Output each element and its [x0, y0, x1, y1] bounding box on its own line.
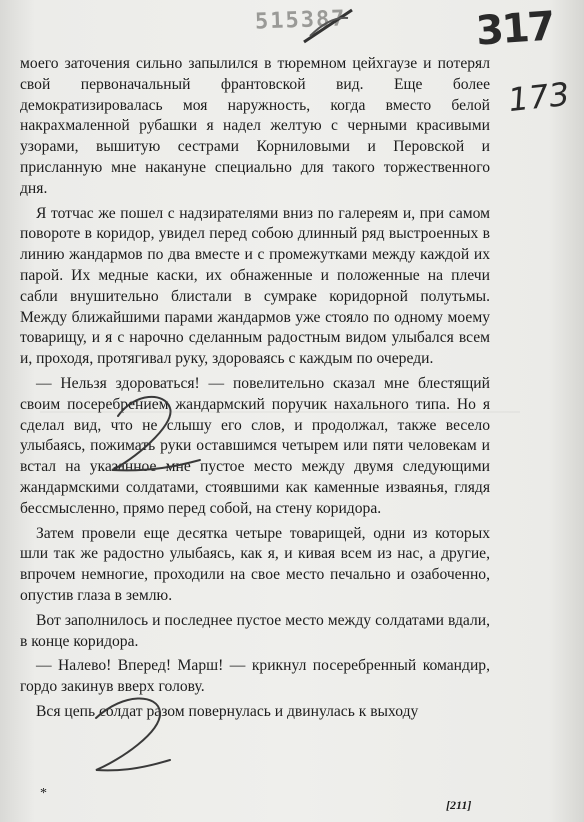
paragraph: — Налево! Вперед! Марш! — крикнул посеребренный командир, гордо закинув вверх голову.: [20, 657, 490, 696]
paragraph: Затем провели еще десятка четыре товарищей, одни из которых шли так же радостно улыбаясь, как я, и кивая всем из нас, а другие, впрочем немногие, проходили на свое место печально и озабоченно, опустив глаза в землю.: [20, 524, 490, 604]
footnote-mark: *: [40, 786, 47, 801]
paragraph: Вот заполнилось и последнее пустое место между солдатами вдали, в конце коридора.: [20, 611, 490, 650]
archive-number: 317: [474, 3, 556, 55]
main-text: [20, 54, 490, 723]
page-number: [211]: [446, 798, 472, 812]
paragraph: моего заточения сильно запылился в тюремном цейхгаузе и потерял свой первоначальный франтовской вид. Еще более демократизировалась моя наружность, когда вместо белой накрахмаленной рубашки я надел желтую с черными красивыми узорами, вышитую сестрами Корниловыми и Перовской и присланную мне накануне специально для такого торжественного дня.: [20, 55, 490, 197]
paragraph: — Нельзя здороваться! — повелительно сказал мне блестящий своим посеребрением жандармский поручик нахального типа. Но я сделал вид, что не слышу его слов, и продолжал, также весело улыбаясь, пожимать руки оставшимся четырем или пяти человекам и встал на указанное мне пустое место между двумя следующими жандармскими солдатами, стоявшими как каменные изваянья, глядя бессмысленно, прямо перед собой, на стену коридора.: [20, 374, 490, 517]
archive-stamp-number: 515387: [254, 6, 347, 35]
stamp-strikethrough: [300, 6, 360, 46]
paragraph: Вся цепь солдат разом повернулась и двинулась к выходу: [36, 702, 419, 720]
archive-number-secondary: 173: [506, 74, 571, 120]
paragraph: Я тотчас же пошел с надзирателями вниз по галереям и, при самом повороте в коридор, увидел перед собою длинный ряд выстроенных в линию жандармов по два вместе и с промежутками между каждой их парой. Их медные каски, их обнаженные и положенные на плечи сабли внушительно блистали в сумраке коридорной полутьмы. Между ближайшими парами жандармов уже стояло по одному моему товарищу, и я с нарочно сделанным радостным видом улыбался всем и, проходя, протягивал руку, здороваясь с каждым по очереди.: [20, 204, 490, 368]
